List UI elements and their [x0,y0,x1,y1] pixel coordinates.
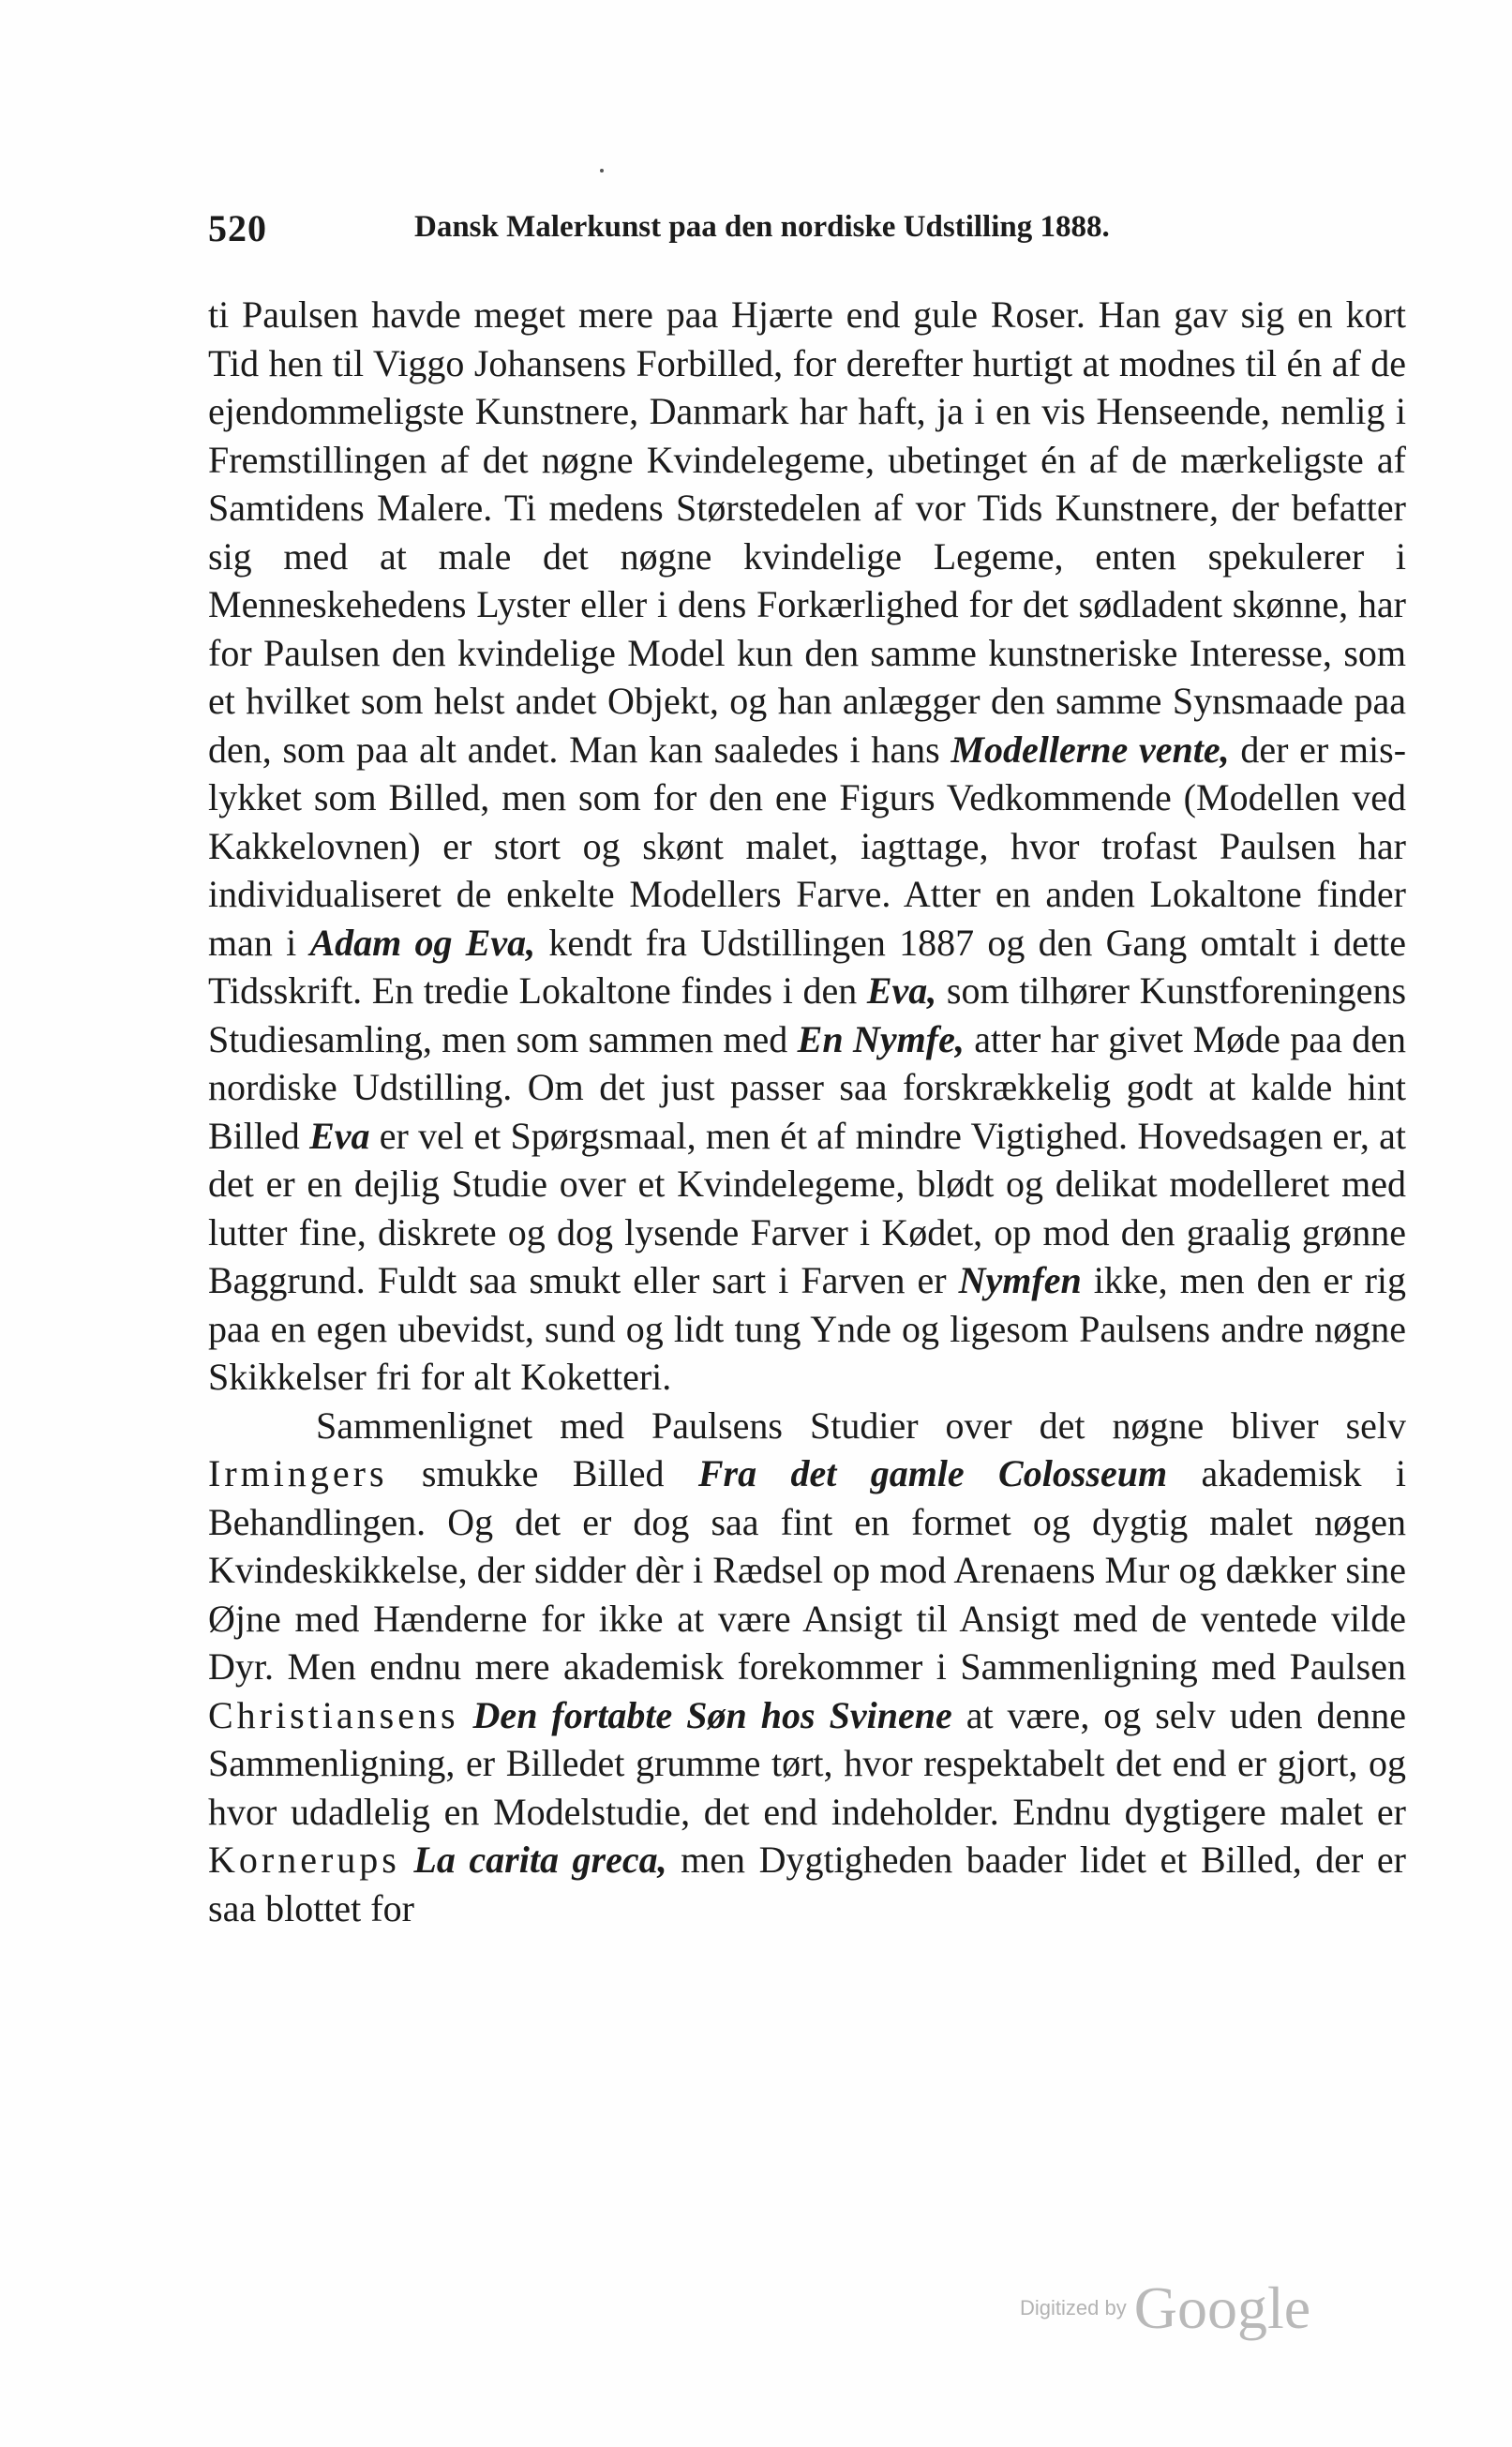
p1-text-2: der er mislykket som Billed, men som for den ene Figurs Vedkommende (Modellen ved Kakkelovnen) er stort og skønt malet, iagttage, hvor trofast Paulsen har individualiseret de enkelte Modellers Farve. Atter en anden Lokaltone finder man i [208,728,1407,964]
p1-text-6: er vel et Spørgsmaal, men ét af mindre Vigtighed. Hovedsagen er, at det er en dejlig Studie over et Kvindelegeme, blødt og delikat modelleret med lutter fine, diskrete og dog lysende Farver i Kødet, op mod den graalig grønne Baggrund. Fuldt saa smukt eller sart i Farven er [208,1114,1406,1301]
p2-text-2: smukke Billed [387,1452,698,1494]
running-head: Dansk Malerkunst paa den nordiske Udstilling 1888. [414,210,1110,244]
body-text [208,291,1406,1932]
p2-text-5: at være, og selv uden denne Sammenligning, er Billedet grumme tørt, hvor respektabelt det end er gjort, og hvor udadlelig en Modelstudie, det end indeholder. Endnu dygtigere malet er [208,1693,1406,1833]
page-header [208,206,1399,249]
artwork-title-en-nymfe: En Nymfe, [797,1017,965,1060]
google-logo: Google [1133,2274,1311,2341]
print-speck [600,169,604,173]
digitized-by-google-watermark [1020,2274,1310,2339]
p2-text-3: akademisk i Behandlingen. Og det er dog saa fint en formet og dygtig malet nøgen Kvindeskikkelse, der sidder dèr i Rædsel op mod Arenaens Mur og dækker sine Øjne med Hænderne for ikke at være Ansigt til Ansigt med de ventede vilde Dyr. Men endnu mere akademisk forekommer i Sammenligning med Paulsen [208,1452,1406,1688]
page-number: 520 [208,207,267,249]
p1-text-4: som tilhører Kunstforeningens Studiesamling, men som sammen med [208,969,1407,1060]
artist-name-kornerups: Kornerups [208,1839,400,1881]
p1-text-3: kendt fra Udstillingen 1887 og den Gang omtalt i dette Tidsskrift. En tredie Lokaltone findes i den [208,921,1406,1012]
artwork-title-nymfen: Nymfen [958,1259,1082,1301]
artwork-title-modellerne-vente: Modellerne vente, [951,728,1230,771]
artwork-title-eva: Eva, [866,969,937,1012]
p1-text-5: atter har givet Møde paa den nordiske Udstilling. Om det just passer saa forskrækkelig godt at kalde hint Billed [208,1017,1406,1157]
p2-text-6 [400,1839,414,1881]
digitized-by-label: Digitized by [1020,2296,1127,2319]
artist-name-irmingers: Irmingers [208,1452,388,1494]
p2-text-4 [459,1694,473,1736]
artwork-title-colosseum: Fra det gamle Colosseum [697,1452,1168,1494]
artwork-title-den-fortabte-son: Den fortabte Søn hos Svinene [472,1693,952,1736]
paragraph-2 [208,1402,1406,1933]
artwork-title-adam-og-eva: Adam og Eva, [309,921,536,964]
artwork-title-eva-2: Eva [309,1114,370,1157]
artist-name-christiansens: Christiansens [208,1693,459,1736]
p2-text-7: men Dygtigheden baader lidet et Billed, der er saa blottet for [208,1839,1407,1929]
artwork-title-la-carita-greca: La carita greca, [413,1839,667,1881]
p1-text-1: ti Paulsen havde meget mere paa Hjærte end gule Roser. Han gav sig en kort Tid hen til Viggo Johansens Forbilled, for derefter hurtigt at modnes til én af de ejendommeligste Kunstnere, Danmark har haft, ja i en vis Henseende, nemlig i Fremstillingen af det nøgne Kvindelegeme, ubetinget én af de mærkeligste af Samtidens Malere. Ti medens Størstedelen af vor Tids Kunstnere, der befatter sig med at male det nøgne kvindelige Legeme, enten spekulerer i Menneskehedens Lyster eller i dens Forkærlighed for det sødladent skønne, har for Paulsen den kvindelige Model kun den samme kunstneriske Interesse, som et hvilket som helst andet Objekt, og han anlægger den samme Synsmaade paa den, som paa alt andet. Man kan saaledes i hans [208,293,1406,771]
p1-text-7: ikke, men den er rig paa en egen ubevidst, sund og lidt tung Ynde og ligesom Paulsens andre nøgne Skikkelser fri for alt Koketteri. [208,1259,1406,1398]
paragraph-1 [208,291,1406,1402]
p2-text-1: Sammenlignet med Paulsens Studier over det nøgne bliver selv [316,1404,1406,1447]
